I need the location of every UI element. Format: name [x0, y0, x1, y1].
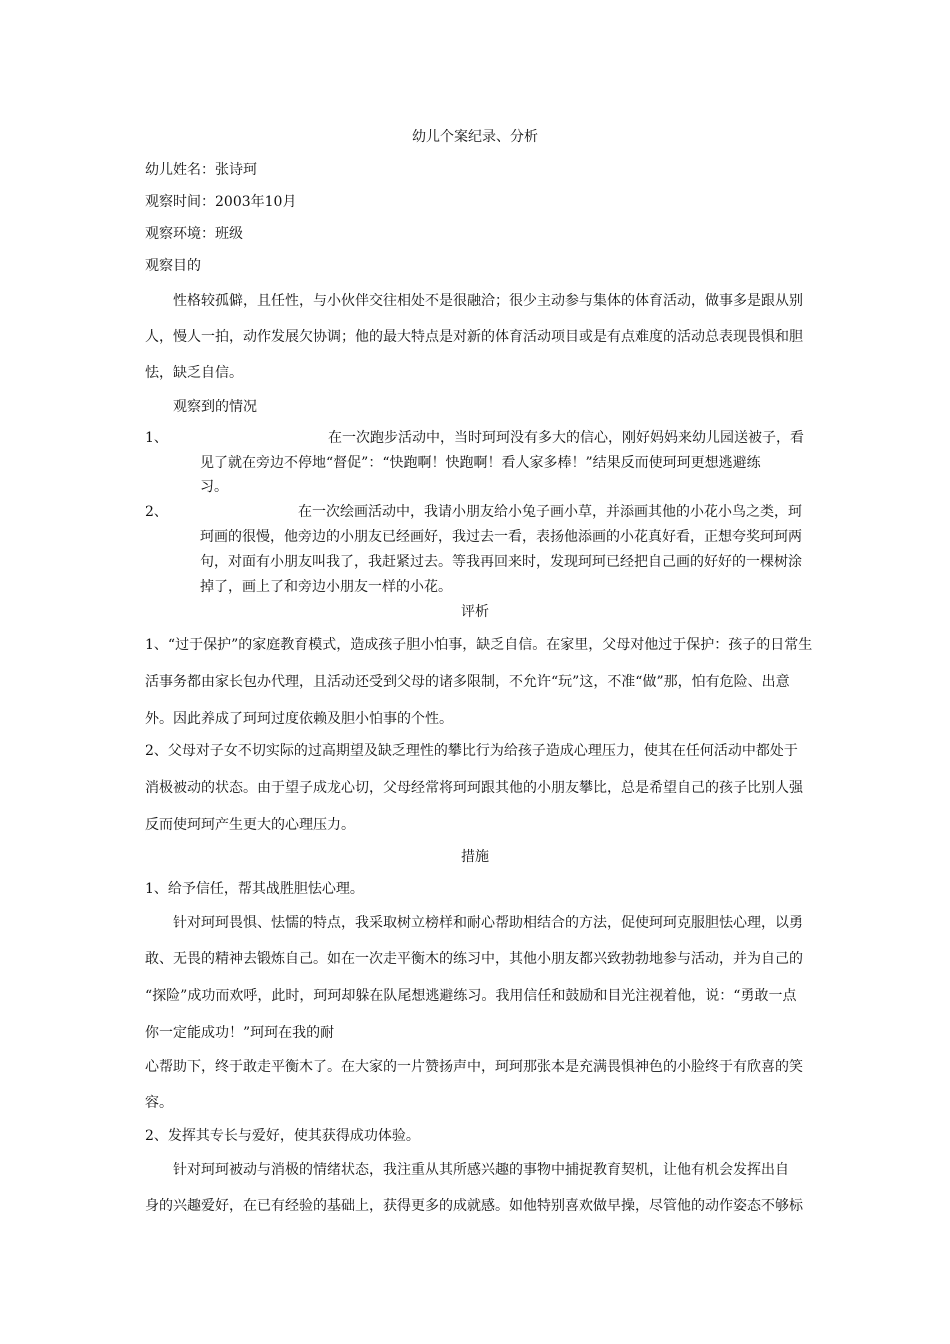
- observed-item-line: 习。: [200, 479, 228, 495]
- purpose-line: 怯，缺乏自信。: [145, 365, 243, 381]
- analysis-line: 1、“过于保护”的家庭教育模式，造成孩子胆小怕事，缺乏自信。在家里，父母对他过于保护：孩子的日常生: [145, 637, 813, 653]
- purpose-line: 性格较孤僻，且任性，与小伙伴交往相处不是很融洽；很少主动参与集体的体育活动，做事多是跟从别: [173, 293, 803, 309]
- measure-subheading: 1、给予信任，帮其战胜胆怯心理。: [145, 881, 364, 897]
- observation-environment-line: 观察环境：班级: [145, 226, 243, 242]
- child-name-line: 幼儿姓名：张诗珂: [145, 162, 257, 178]
- analysis-line: 2、父母对子女不切实际的过高期望及缺乏理性的攀比行为给孩子造成心理压力，使其在任何活动中都处于: [145, 743, 798, 759]
- measure-line: 你一定能成功！”珂珂在我的耐: [145, 1025, 335, 1041]
- measure-line: 心帮助下，终于敢走平衡木了。在大家的一片赞扬声中，珂珂那张本是充满畏惧神色的小脸终于有欣喜的笑: [145, 1059, 803, 1075]
- observed-item-number: 2、: [145, 504, 168, 520]
- measure-line: 针对珂珂畏惧、怯懦的特点，我采取树立榜样和耐心帮助相结合的方法，促使珂珂克服胆怯心理，以勇: [173, 915, 803, 931]
- observed-item-line: 珂画的很慢，他旁边的小朋友已经画好，我过去一看，表扬他添画的小花真好看，正想夸奖珂珂两: [200, 529, 802, 545]
- observed-item-first-line: 在一次跑步活动中，当时珂珂没有多大的信心，刚好妈妈来幼儿园送被子，看: [328, 430, 804, 446]
- observation-time-line: 观察时间：2003年10月: [145, 194, 297, 210]
- analysis-line: 反而使珂珂产生更大的心理压力。: [145, 817, 355, 833]
- analysis-heading: 评析: [461, 604, 489, 620]
- purpose-line: 人，慢人一拍，动作发展欠协调；他的最大特点是对新的体育活动项目或是有点难度的活动总表现畏惧和胆: [145, 329, 803, 345]
- purpose-heading: 观察目的: [145, 258, 201, 274]
- measure-line: 针对珂珂被动与消极的情绪状态，我注重从其所感兴趣的事物中捕捉教育契机，让他有机会发挥出自: [173, 1162, 789, 1178]
- observed-item-line: 掉了，画上了和旁边小朋友一样的小花。: [200, 579, 452, 595]
- observed-item-number: 1、: [145, 430, 168, 446]
- observed-item-line: 见了就在旁边不停地“督促”：“快跑啊！快跑啊！看人家多棒！”结果反而使珂珂更想逃避练: [200, 455, 761, 471]
- measure-line: 容。: [145, 1095, 173, 1111]
- document-title: 幼儿个案纪录、分析: [412, 129, 538, 145]
- observed-item-line: 句，对面有小朋友叫我了，我赶紧过去。等我再回来时，发现珂珂已经把自己画的好好的一棵树涂: [200, 554, 802, 570]
- analysis-line: 活事务都由家长包办代理，且活动还受到父母的诸多限制，不允许“玩”这，不准“做”那，怕有危险、出意: [145, 674, 790, 690]
- measure-line: 身的兴趣爱好，在已有经验的基础上，获得更多的成就感。如他特别喜欢做早操，尽管他的动作姿态不够标: [145, 1198, 803, 1214]
- measure-line: 敢、无畏的精神去锻炼自己。如在一次走平衡木的练习中，其他小朋友都兴致勃勃地参与活动，并为自己的: [145, 951, 803, 967]
- observed-heading: 观察到的情况: [173, 399, 257, 415]
- measure-subheading: 2、发挥其专长与爱好，使其获得成功体验。: [145, 1128, 420, 1144]
- observed-item-first-line: 在一次绘画活动中，我请小朋友给小兔子画小草，并添画其他的小花小鸟之类，珂: [298, 504, 802, 520]
- measures-heading: 措施: [461, 849, 489, 865]
- analysis-line: 消极被动的状态。由于望子成龙心切，父母经常将珂珂跟其他的小朋友攀比，总是希望自己的孩子比别人强: [145, 780, 803, 796]
- measure-line: “探险”成功而欢呼，此时，珂珂却躲在队尾想逃避练习。我用信任和鼓励和目光注视着他，说：“勇敢一点: [145, 988, 797, 1004]
- analysis-line: 外。因此养成了珂珂过度依赖及胆小怕事的个性。: [145, 711, 453, 727]
